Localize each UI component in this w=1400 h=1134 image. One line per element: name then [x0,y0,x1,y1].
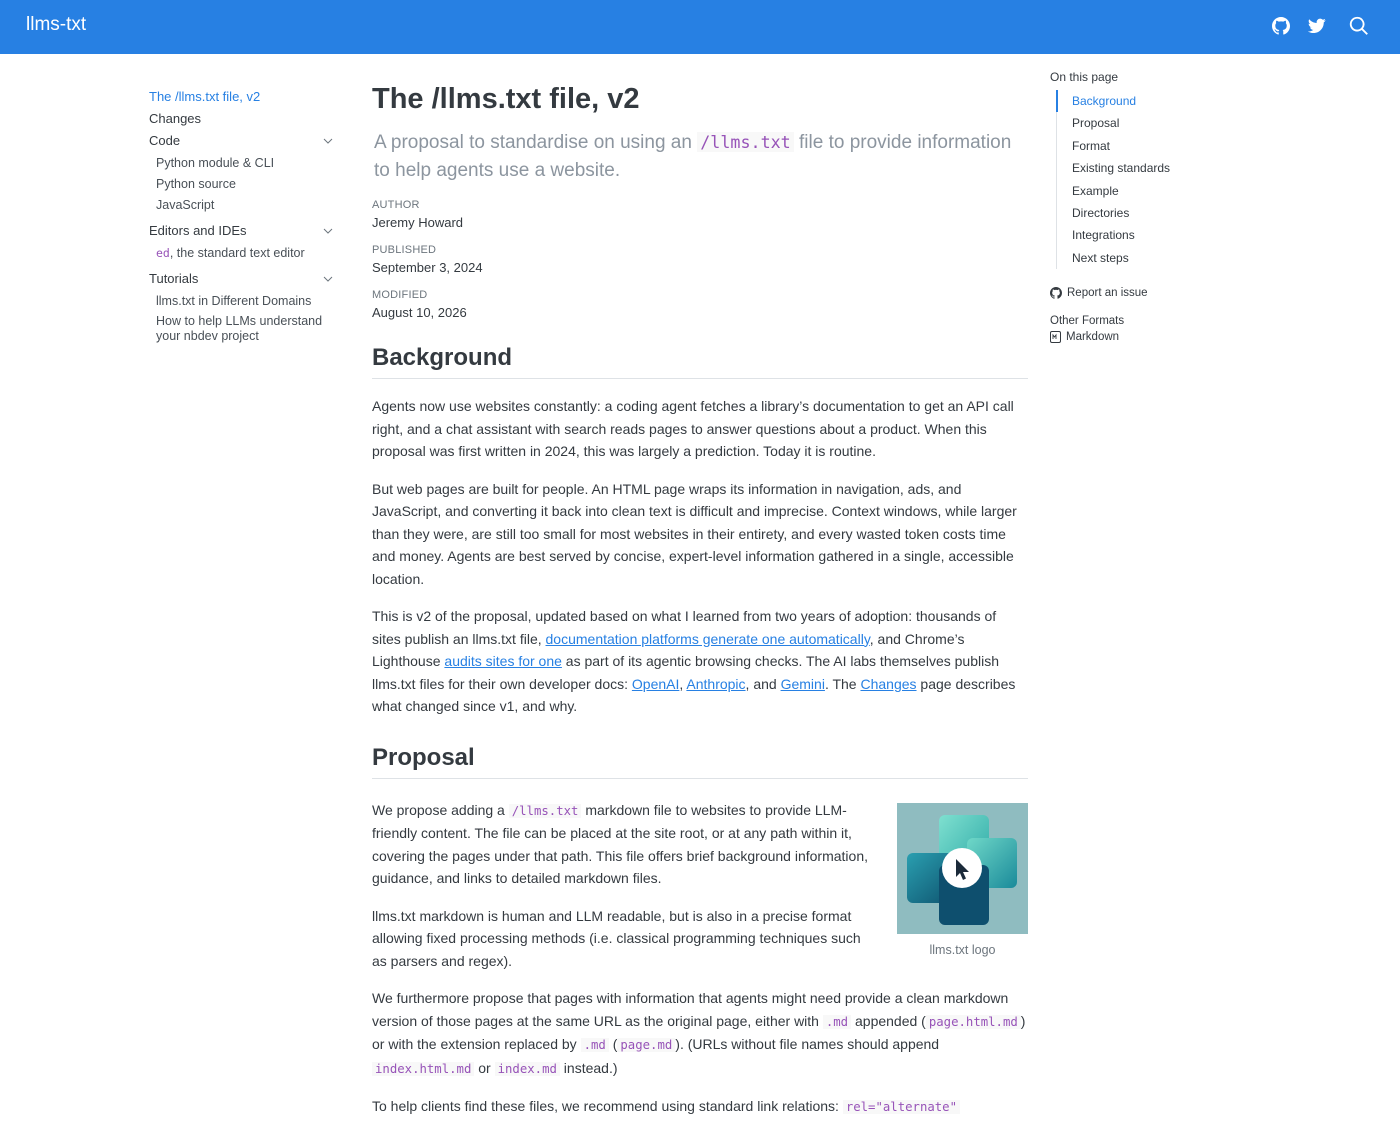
meta-published [372,244,707,275]
main-content [372,80,1028,1134]
sidebar-item-javascript[interactable]: JavaScript [156,197,215,212]
link-gemini[interactable]: Gemini [780,675,825,692]
toc-item-format[interactable]: Format [1072,138,1111,153]
meta-label: PUBLISHED [372,244,437,256]
sidebar-section-code[interactable] [149,130,339,152]
text: This is v2 of the proposal, updated based on what I learned from two years of adoption: thousands of sites publish an llms.txt file, [372,608,997,647]
proposal-section [372,799,1028,1119]
sidebar-section-editors[interactable] [149,220,339,242]
sidebar-item-different-domains[interactable]: llms.txt in Different Domains [156,293,312,308]
meta-label: MODIFIED [372,289,428,301]
text: To help clients find these files, we recommend using standard link relations: [372,1098,843,1114]
twitter-icon[interactable] [1306,15,1328,37]
toc-item-next-steps[interactable]: Next steps [1072,250,1129,265]
report-issue-label: Report an issue [1067,287,1148,300]
text: , [679,675,687,692]
link-openai[interactable]: OpenAI [631,675,680,692]
paragraph [372,605,1028,718]
figure-caption: llms.txt logo [929,942,996,957]
paragraph [372,987,1028,1080]
sidebar-section-label: Editors and IDEs [149,223,247,238]
sidebar-item-nbdev[interactable]: How to help LLMs understand your nbdev project [156,314,323,343]
toc-active-indicator [1056,90,1058,112]
sidebar-item-llms-txt-v2[interactable]: The /llms.txt file, v2 [149,89,261,104]
text: ( [608,1036,618,1052]
link-anthropic[interactable]: Anthropic [686,675,746,692]
search-icon[interactable] [1348,15,1370,37]
inline-code: index.html.md [372,1062,474,1076]
page-meta [372,199,1028,334]
sidebar-section-tutorials[interactable] [149,268,339,290]
text: We propose adding a [372,801,509,818]
sidebar-section-label: Tutorials [149,271,199,286]
ed-description: , the standard text editor [169,245,305,260]
meta-modified [372,289,707,320]
text: , and [745,675,781,692]
page-title: The /llms.txt file, v2 [372,83,640,115]
inline-code: /llms.txt [509,804,582,818]
meta-author [372,199,707,230]
file-markdown-icon [1050,331,1061,343]
github-icon[interactable] [1270,15,1292,37]
toc-item-existing-standards[interactable]: Existing standards [1072,161,1171,176]
subtitle-text: A proposal to standardise on using an [374,132,692,153]
page-subtitle [374,128,1028,185]
inline-code: rel="alternate" [843,1100,960,1114]
sidebar-item-python-module[interactable]: Python module & CLI [156,155,275,170]
meta-label: AUTHOR [372,199,420,211]
toc-item-integrations[interactable]: Integrations [1072,228,1135,243]
sidebar-item-changes[interactable]: Changes [149,111,202,126]
paragraph: Agents now use websites constantly: a coding agent fetches a library’s documentation to get an API call right, and a chat assistant with search reads pages to answer questions about a product. When this proposal was first written in 2024, this was largely a prediction. Today it is routine. [372,398,1014,459]
text: markdown file to websites to provide LLM-friendly content. The file can be placed at the site root, or at any path within it, covering the pages under that path. This file offers brief background information, guidance, and links to detailed markdown files. [372,801,869,886]
chevron-down-icon[interactable] [323,226,333,236]
text: as part of its agentic browsing checks. The AI labs themselves publish llms.txt files for their own developer docs: [372,653,999,692]
inline-code: page.html.md [926,1015,1021,1029]
sidebar-item-ed[interactable] [156,242,339,263]
sidebar-item-python-source[interactable]: Python source [156,176,236,191]
ed-code: ed [156,245,170,260]
inline-code: .md [581,1038,609,1052]
subtitle-code: /llms.txt [697,132,794,152]
sidebar-section-label: Code [149,133,181,148]
left-sidebar [149,86,339,345]
sidebar-subitems-tutorials [149,290,339,345]
inline-code: index.md [495,1062,560,1076]
chevron-down-icon[interactable] [323,136,333,146]
link-audits-sites[interactable]: audits sites for one [444,653,562,669]
report-issue-link[interactable] [1050,287,1250,299]
paragraph: But web pages are built for people. An HTML page wraps its information in navigation, ads, and JavaScript, and converting it back into clean text is difficult and imprecise. Context windows, while larger than they were, are still too small for most websites in their entirety, and every wasted token costs time and money. Agents are best served by concise, expert-level information gathered in a single, accessible location. [372,480,1017,587]
top-navbar [0,0,1400,54]
text: ) or with the extension replaced by [372,1012,1026,1052]
text: page describes what changed since v1, and why. [372,675,1016,714]
text: appended ( [851,1012,926,1029]
published-date: September 3, 2024 [372,260,483,275]
markdown-label: Markdown [1066,331,1120,344]
toc-title: On this page [1050,70,1119,84]
text: ). (URLs without file names should append [675,1036,940,1052]
markdown-format-link[interactable] [1050,331,1250,343]
subtitle-text: file to provide information to help agents use a website. [374,132,1012,181]
site-brand-link[interactable]: llms-txt [26,14,87,35]
sidebar-subitems-code [149,152,339,215]
background-section [372,395,1028,718]
author-name: Jeremy Howard [372,215,464,230]
toc-list [1056,90,1250,269]
paragraph [372,1095,1028,1119]
modified-date: August 10, 2026 [372,305,467,320]
text: or [474,1059,495,1076]
toc-item-directories[interactable]: Directories [1072,206,1130,221]
toc-item-background[interactable]: Background [1072,94,1137,108]
heading-proposal: Proposal [372,744,1028,779]
toc-item-example[interactable]: Example [1072,183,1119,198]
text: We furthermore propose that pages with information that agents might need provide a clean markdown version of those pages at the same URL as the original page, either with [372,990,1009,1029]
navbar-icons [1270,15,1370,37]
link-documentation-platforms[interactable]: documentation platforms generate one automatically [545,630,870,647]
toc-item-proposal[interactable]: Proposal [1072,116,1120,131]
inline-code: .md [823,1015,851,1029]
link-changes[interactable]: Changes [860,675,917,692]
logo-figure [897,803,1028,957]
text: , and Chrome’s Lighthouse [372,630,965,669]
sidebar-subitems-editors [149,242,339,263]
other-formats-label: Other Formats [1050,315,1125,328]
chevron-down-icon[interactable] [323,274,333,284]
heading-background: Background [372,344,1028,379]
github-icon [1050,287,1062,299]
text: . The [824,675,861,692]
inline-code: page.md [617,1038,675,1052]
text: instead.) [559,1059,618,1076]
llms-txt-logo [897,803,1028,934]
paragraph: llms.txt markdown is human and LLM readable, but is also in a precise format allowing fixed processing methods (i.e. classical programming techniques such as parsers and regex). [372,907,861,969]
table-of-contents [1050,70,1250,343]
